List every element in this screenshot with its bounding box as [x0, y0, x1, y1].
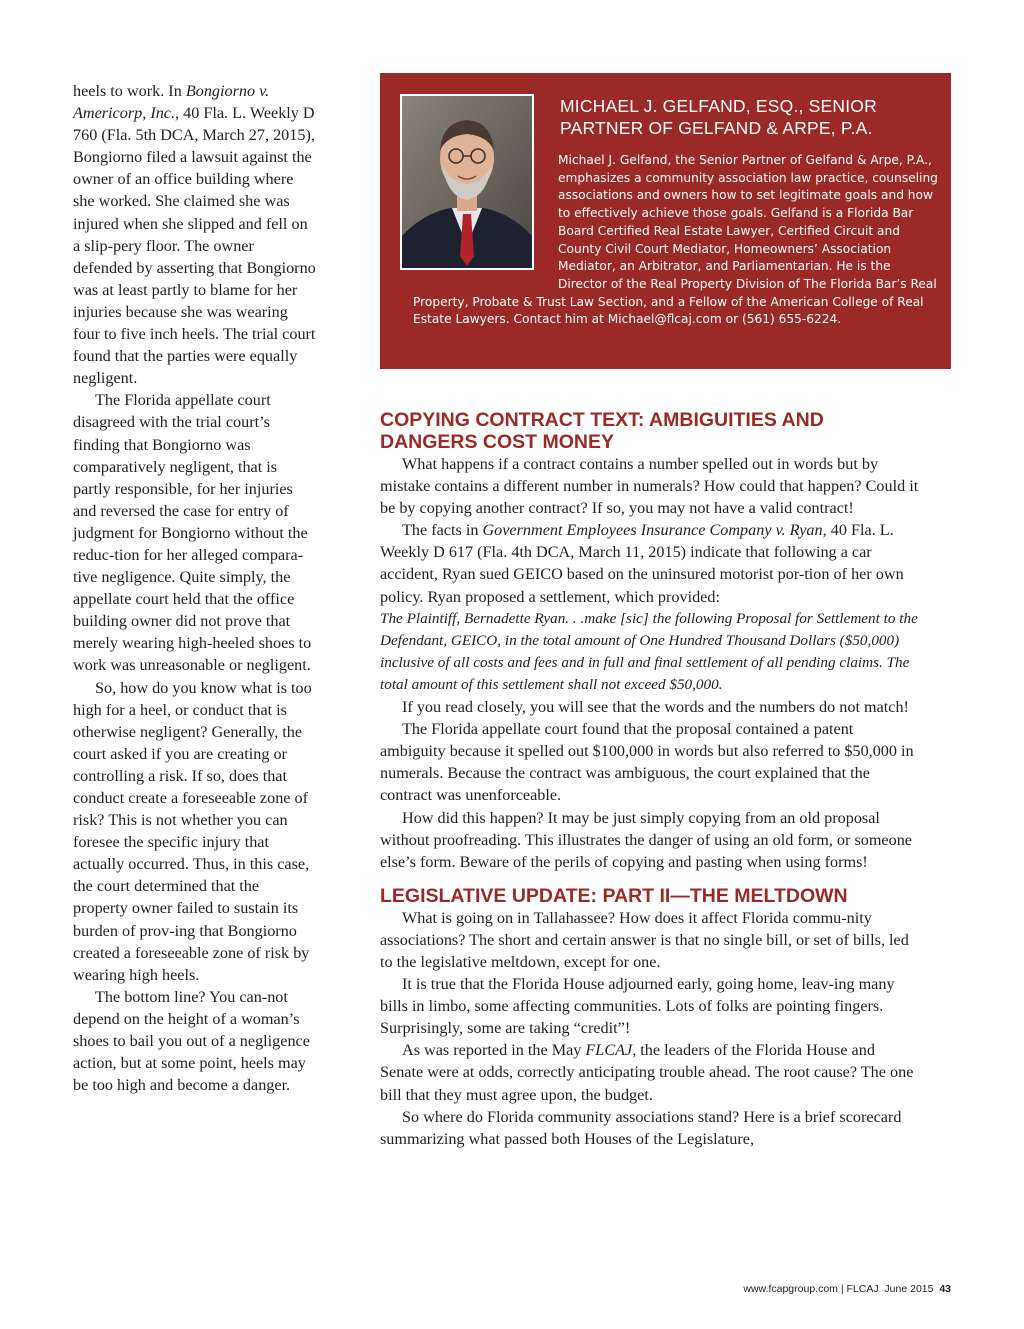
publication-name: FLCAJ	[585, 1041, 633, 1060]
section2-paragraph-3	[380, 1039, 919, 1105]
left-paragraph-4: The bottom line? You can-not depend on the height of a woman’s shoes to bail you out of a negligence action, but at some point, heels may be too high and become a danger.	[73, 987, 310, 1095]
left-paragraph-2: The Florida appellate court disagreed with the trial court’s finding that Bongiorno was comparatively negligent, that is partly responsible, for her injuries and reversed the case for entry of judgment for Bongiorno without the reduc-tion for her alleged compara-tive negligence. Quite simply, the appellate court held that the office building owner did not prove that merely wearing high-heeled shoes to work was unreasonable or negligent.	[73, 391, 312, 675]
text-run: As was reported in the May	[402, 1041, 586, 1060]
section1-paragraph-2	[380, 519, 919, 607]
section1-paragraph-4: The Florida appellate court found that the proposal contained a patent ambiguity because it spelled out $100,000 in words but also referred to $50,000 in numerals. Because the contract was ambiguous, the court explained that the contract was unenforceable.	[380, 720, 914, 805]
section-heading-copying-contract: COPYING CONTRACT TEXT: AMBIGUITIES AND DANGERS COST MONEY	[380, 409, 824, 453]
photo-wrap-spacer	[398, 152, 558, 293]
bio-title: MICHAEL J. GELFAND, ESQ., SENIOR PARTNER OF GELFAND & ARPE, P.A.	[560, 96, 877, 138]
bio-text: Michael J. Gelfand, the Senior Partner of Gelfand & Arpe, P.A., emphasizes a community association law practice, counseling associations and owners how to set legitimate goals and how to effectively achieve those goals. Gelfand is a Florida Bar Board Certified Real Estate Lawyer, Certified Circuit and County Civil Court Mediator, Homeowners’ Association Mediator, an Arbitrator, and Parliamentarian. He is the Director of the Real Property Division of The Florida Bar’s Real Property, Probate & Trust Law Section, and a Fellow of the American College of Real Estate Lawyers. Contact him at Michael@flcaj.com or (561) 655-6224.	[413, 153, 938, 327]
section2-paragraph-2: It is true that the Florida House adjourned early, going home, leav-ing many bills in limbo, some affecting communities. Lots of folks are pointing fingers. Surprisingly, some are taking “credit”!	[380, 975, 895, 1038]
footer-website: www.fcapgroup.com	[743, 1283, 838, 1295]
left-paragraph-1	[73, 80, 317, 389]
text-run: The facts in	[402, 521, 483, 540]
bio-text-container	[398, 152, 938, 329]
section1-paragraph-3: If you read closely, you will see that the words and the numbers do not match!	[402, 698, 909, 717]
section2-paragraph-4: So where do Florida community associations stand? Here is a brief scorecard summarizing what passed both Houses of the Legislature,	[380, 1107, 902, 1148]
text-run: , the leaders of the Florida House and Senate were at odds, correctly anticipating trouble ahead. The root cause? The one bill that they must agree upon, the budget.	[380, 1041, 914, 1104]
section2-paragraph-1: What is going on in Tallahassee? How does it affect Florida commu-nity associations? The short and certain answer is that no single bill, or set of bills, led to the legislative meltdown, except for one.	[380, 908, 909, 971]
text-run: , 40 Fla. L. Weekly D 760 (Fla. 5th DCA, March 27, 2015), Bongiorno filed a lawsuit against the owner of an office building where she worked. She claimed she was injured when she slipped and fell on a slip-pery floor. The owner defended by asserting that Bongiorno was at least partly to blame for her injuries because she was wearing four to five inch heels. The trial court found that the parties were equally negligent.	[73, 104, 316, 388]
case-citation: Government Employees Insurance Company v. Ryan	[482, 521, 823, 540]
case-citation: Bongiorno v. Americorp, Inc.	[73, 82, 270, 123]
page-footer	[700, 1283, 951, 1295]
footer-issue: June 2015	[884, 1283, 934, 1295]
author-bio-box	[380, 73, 951, 369]
footer-publication: FLCAJ	[846, 1283, 879, 1295]
settlement-quote: The Plaintiff, Bernadette Ryan. . .make [sic] the following Proposal for Settlement to the Defendant, GEICO, in the total amount of One Hundred Thousand Dollars ($50,000) inclusive of all costs and fees and in full and final settlement of all pending claims. The total amount of this settlement shall not exceed $50,000.	[380, 609, 918, 693]
page-number: 43	[939, 1283, 951, 1295]
text-run: heels to work. In	[73, 82, 186, 100]
text-run: , 40 Fla. L. Weekly D 617 (Fla. 4th DCA, March 11, 2015) indicate that following a car accident, Ryan sued GEICO based on the uninsured motorist por-tion of her own policy. Ryan proposed a settlement, which provided:	[380, 521, 904, 606]
section1-paragraph-5: How did this happen? It may be just simply copying from an old proposal without proofreading. This illustrates the danger of using an old form, or someone else’s form. Beware of the perils of copying and pasting when using forms!	[380, 808, 912, 871]
section-heading-legislative-update: LEGISLATIVE UPDATE: PART II—THE MELTDOWN	[380, 884, 848, 907]
right-column	[380, 409, 919, 1150]
footer-separator: |	[837, 1283, 847, 1295]
left-column	[73, 80, 317, 1096]
left-paragraph-3: So, how do you know what is too high for a heel, or conduct that is otherwise negligent? Generally, the court asked if you are creating or controlling a risk. If so, does that conduct create a foreseeable zone of risk? This is not whether you can foresee the specific injury that actually occurred. Thus, in this case, the court determined that the property owner failed to sustain its burden of prov-ing that Bongiorno created a foreseeable zone of risk by wearing high heels.	[73, 678, 312, 984]
section1-paragraph-1: What happens if a contract contains a number spelled out in words but by mistake contains a different number in numerals? How could that happen? Could it be by copying another contract? If so, you may not have a valid contract!	[380, 455, 919, 518]
